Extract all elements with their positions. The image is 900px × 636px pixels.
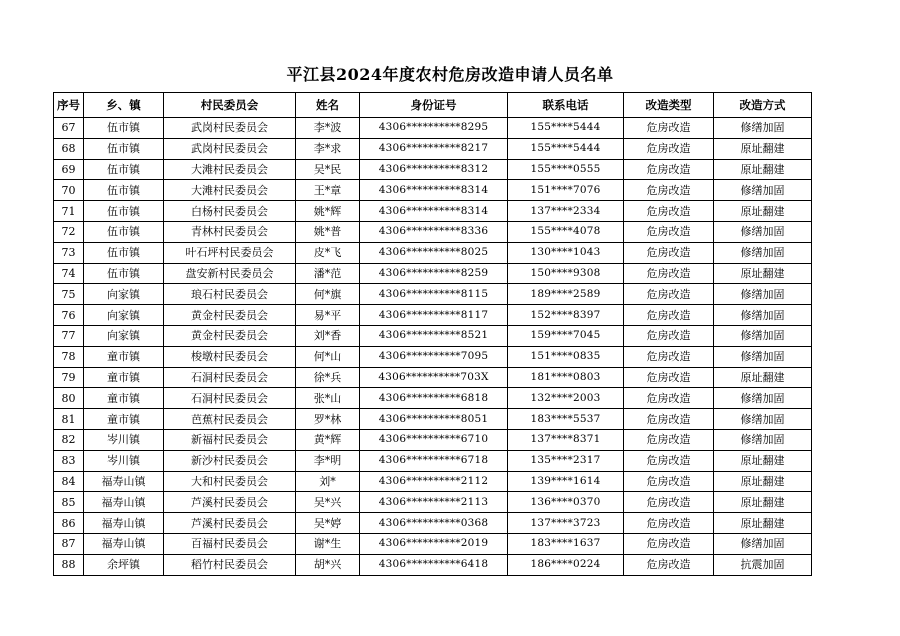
cell-renovation-type: 危房改造: [624, 325, 714, 346]
cell-index: 80: [54, 388, 84, 409]
table-row: [54, 367, 812, 388]
table-row: [54, 554, 812, 575]
cell-village-committee: 新沙村民委员会: [164, 450, 296, 471]
cell-index: 68: [54, 138, 84, 159]
cell-renovation-type: 危房改造: [624, 367, 714, 388]
cell-renovation-method: 修缮加固: [714, 346, 812, 367]
table-row: [54, 450, 812, 471]
cell-name: 徐*兵: [296, 367, 360, 388]
table-row: [54, 388, 812, 409]
cell-id-number: 4306**********8336: [360, 221, 508, 242]
cell-phone: 139****1614: [508, 471, 624, 492]
cell-village-committee: 稻竹村民委员会: [164, 554, 296, 575]
cell-id-number: 4306**********6818: [360, 388, 508, 409]
document-title: 平江县2024年度农村危房改造申请人员名单: [286, 65, 614, 84]
header-index: 序号: [54, 93, 84, 118]
header-phone: 联系电话: [508, 93, 624, 118]
cell-renovation-method: 修缮加固: [714, 533, 812, 554]
table-row: [54, 533, 812, 554]
cell-index: 81: [54, 409, 84, 430]
cell-renovation-method: 修缮加固: [714, 180, 812, 201]
cell-phone: 130****1043: [508, 242, 624, 263]
cell-village-committee: 白杨村民委员会: [164, 201, 296, 222]
cell-index: 84: [54, 471, 84, 492]
cell-renovation-type: 危房改造: [624, 242, 714, 263]
cell-renovation-method: 原址翻建: [714, 138, 812, 159]
cell-renovation-method: 原址翻建: [714, 513, 812, 534]
table-row: [54, 471, 812, 492]
cell-name: 潘*范: [296, 263, 360, 284]
cell-renovation-method: 修缮加固: [714, 118, 812, 139]
table-row: [54, 325, 812, 346]
cell-town: 伍市镇: [84, 118, 164, 139]
cell-village-committee: 梭墩村民委员会: [164, 346, 296, 367]
cell-index: 83: [54, 450, 84, 471]
cell-id-number: 4306**********8117: [360, 305, 508, 326]
cell-renovation-type: 危房改造: [624, 492, 714, 513]
cell-id-number: 4306**********6418: [360, 554, 508, 575]
cell-id-number: 4306**********8312: [360, 159, 508, 180]
cell-phone: 183****1637: [508, 533, 624, 554]
cell-name: 谢*生: [296, 533, 360, 554]
cell-index: 85: [54, 492, 84, 513]
cell-index: 82: [54, 429, 84, 450]
cell-id-number: 4306**********8051: [360, 409, 508, 430]
cell-renovation-method: 原址翻建: [714, 159, 812, 180]
cell-village-committee: 黄金村民委员会: [164, 325, 296, 346]
cell-id-number: 4306**********0368: [360, 513, 508, 534]
cell-renovation-type: 危房改造: [624, 138, 714, 159]
cell-town: 岑川镇: [84, 450, 164, 471]
cell-id-number: 4306**********8314: [360, 180, 508, 201]
cell-name: 李*波: [296, 118, 360, 139]
cell-name: 罗*林: [296, 409, 360, 430]
cell-index: 75: [54, 284, 84, 305]
cell-town: 福寿山镇: [84, 533, 164, 554]
table-row: [54, 159, 812, 180]
cell-phone: 155****0555: [508, 159, 624, 180]
cell-renovation-method: 修缮加固: [714, 388, 812, 409]
table-row: [54, 263, 812, 284]
cell-village-committee: 大滩村民委员会: [164, 159, 296, 180]
cell-town: 童市镇: [84, 409, 164, 430]
cell-renovation-type: 危房改造: [624, 533, 714, 554]
cell-id-number: 4306**********6718: [360, 450, 508, 471]
cell-phone: 151****0835: [508, 346, 624, 367]
cell-renovation-type: 危房改造: [624, 305, 714, 326]
cell-phone: 137****2334: [508, 201, 624, 222]
cell-renovation-type: 危房改造: [624, 201, 714, 222]
cell-id-number: 4306**********7095: [360, 346, 508, 367]
table-row: [54, 138, 812, 159]
cell-phone: 132****2003: [508, 388, 624, 409]
cell-name: 张*山: [296, 388, 360, 409]
cell-renovation-type: 危房改造: [624, 513, 714, 534]
cell-town: 伍市镇: [84, 242, 164, 263]
cell-village-committee: 芦溪村民委员会: [164, 492, 296, 513]
cell-renovation-method: 修缮加固: [714, 429, 812, 450]
header-village-committee: 村民委员会: [164, 93, 296, 118]
cell-index: 88: [54, 554, 84, 575]
table-body: [54, 118, 812, 576]
cell-renovation-type: 危房改造: [624, 388, 714, 409]
cell-village-committee: 叶石坪村民委员会: [164, 242, 296, 263]
cell-town: 伍市镇: [84, 138, 164, 159]
cell-index: 72: [54, 221, 84, 242]
cell-phone: 155****4078: [508, 221, 624, 242]
cell-id-number: 4306**********2112: [360, 471, 508, 492]
cell-village-committee: 百福村民委员会: [164, 533, 296, 554]
table-row: [54, 305, 812, 326]
cell-town: 余坪镇: [84, 554, 164, 575]
cell-phone: 155****5444: [508, 138, 624, 159]
cell-index: 73: [54, 242, 84, 263]
cell-id-number: 4306**********6710: [360, 429, 508, 450]
cell-renovation-type: 危房改造: [624, 346, 714, 367]
cell-index: 67: [54, 118, 84, 139]
cell-phone: 186****0224: [508, 554, 624, 575]
cell-town: 伍市镇: [84, 180, 164, 201]
cell-town: 向家镇: [84, 325, 164, 346]
cell-renovation-type: 危房改造: [624, 429, 714, 450]
cell-name: 黄*辉: [296, 429, 360, 450]
table-row: [54, 284, 812, 305]
table-row: [54, 201, 812, 222]
header-name: 姓名: [296, 93, 360, 118]
cell-phone: 181****0803: [508, 367, 624, 388]
cell-town: 伍市镇: [84, 159, 164, 180]
cell-name: 姚*普: [296, 221, 360, 242]
cell-id-number: 4306**********8025: [360, 242, 508, 263]
cell-renovation-method: 修缮加固: [714, 221, 812, 242]
cell-renovation-type: 危房改造: [624, 263, 714, 284]
cell-id-number: 4306**********8259: [360, 263, 508, 284]
cell-renovation-method: 原址翻建: [714, 367, 812, 388]
cell-village-committee: 盘安新村民委员会: [164, 263, 296, 284]
cell-village-committee: 石洞村民委员会: [164, 388, 296, 409]
cell-renovation-type: 危房改造: [624, 118, 714, 139]
table-row: [54, 118, 812, 139]
header-town: 乡、镇: [84, 93, 164, 118]
cell-id-number: 4306**********8217: [360, 138, 508, 159]
cell-town: 向家镇: [84, 305, 164, 326]
cell-renovation-method: 原址翻建: [714, 450, 812, 471]
table-row: [54, 429, 812, 450]
cell-village-committee: 芦溪村民委员会: [164, 513, 296, 534]
cell-index: 79: [54, 367, 84, 388]
cell-village-committee: 黄金村民委员会: [164, 305, 296, 326]
header-id-number: 身份证号: [360, 93, 508, 118]
cell-village-committee: 琅石村民委员会: [164, 284, 296, 305]
cell-name: 吴*兴: [296, 492, 360, 513]
cell-name: 姚*辉: [296, 201, 360, 222]
cell-town: 福寿山镇: [84, 513, 164, 534]
cell-renovation-method: 修缮加固: [714, 325, 812, 346]
table-header-row: [54, 93, 812, 118]
cell-index: 71: [54, 201, 84, 222]
applicant-table: [53, 92, 812, 576]
cell-id-number: 4306**********2019: [360, 533, 508, 554]
cell-village-committee: 石洞村民委员会: [164, 367, 296, 388]
cell-index: 74: [54, 263, 84, 284]
table-row: [54, 346, 812, 367]
table-row: [54, 513, 812, 534]
cell-name: 王*章: [296, 180, 360, 201]
cell-index: 86: [54, 513, 84, 534]
cell-phone: 189****2589: [508, 284, 624, 305]
cell-phone: 136****0370: [508, 492, 624, 513]
cell-index: 77: [54, 325, 84, 346]
cell-name: 刘*: [296, 471, 360, 492]
cell-name: 胡*兴: [296, 554, 360, 575]
cell-renovation-method: 抗震加固: [714, 554, 812, 575]
cell-name: 皮*飞: [296, 242, 360, 263]
cell-renovation-type: 危房改造: [624, 284, 714, 305]
cell-renovation-type: 危房改造: [624, 159, 714, 180]
cell-town: 童市镇: [84, 367, 164, 388]
cell-name: 李*求: [296, 138, 360, 159]
cell-name: 吴*民: [296, 159, 360, 180]
cell-town: 向家镇: [84, 284, 164, 305]
cell-renovation-method: 修缮加固: [714, 284, 812, 305]
table-row: [54, 180, 812, 201]
cell-town: 福寿山镇: [84, 492, 164, 513]
cell-town: 童市镇: [84, 388, 164, 409]
cell-renovation-method: 原址翻建: [714, 492, 812, 513]
cell-renovation-method: 原址翻建: [714, 263, 812, 284]
cell-town: 福寿山镇: [84, 471, 164, 492]
cell-index: 78: [54, 346, 84, 367]
cell-index: 76: [54, 305, 84, 326]
cell-index: 87: [54, 533, 84, 554]
cell-phone: 152****8397: [508, 305, 624, 326]
cell-village-committee: 大滩村民委员会: [164, 180, 296, 201]
cell-id-number: 4306**********2113: [360, 492, 508, 513]
cell-id-number: 4306**********8115: [360, 284, 508, 305]
cell-index: 70: [54, 180, 84, 201]
cell-renovation-method: 修缮加固: [714, 305, 812, 326]
table-row: [54, 409, 812, 430]
cell-town: 伍市镇: [84, 201, 164, 222]
cell-name: 易*平: [296, 305, 360, 326]
cell-phone: 151****7076: [508, 180, 624, 201]
cell-town: 伍市镇: [84, 263, 164, 284]
cell-renovation-type: 危房改造: [624, 554, 714, 575]
cell-village-committee: 武岗村民委员会: [164, 138, 296, 159]
cell-town: 伍市镇: [84, 221, 164, 242]
cell-name: 何*山: [296, 346, 360, 367]
cell-renovation-type: 危房改造: [624, 450, 714, 471]
cell-renovation-type: 危房改造: [624, 409, 714, 430]
cell-name: 何*旗: [296, 284, 360, 305]
cell-renovation-method: 原址翻建: [714, 201, 812, 222]
table-row: [54, 221, 812, 242]
table-row: [54, 242, 812, 263]
cell-name: 刘*香: [296, 325, 360, 346]
cell-phone: 135****2317: [508, 450, 624, 471]
cell-renovation-type: 危房改造: [624, 180, 714, 201]
header-renovation-type: 改造类型: [624, 93, 714, 118]
cell-phone: 137****8371: [508, 429, 624, 450]
cell-renovation-method: 原址翻建: [714, 471, 812, 492]
cell-phone: 183****5537: [508, 409, 624, 430]
cell-town: 岑川镇: [84, 429, 164, 450]
cell-village-committee: 芭蕉村民委员会: [164, 409, 296, 430]
cell-village-committee: 大和村民委员会: [164, 471, 296, 492]
cell-id-number: 4306**********703X: [360, 367, 508, 388]
cell-village-committee: 新福村民委员会: [164, 429, 296, 450]
cell-id-number: 4306**********8314: [360, 201, 508, 222]
cell-renovation-method: 修缮加固: [714, 409, 812, 430]
cell-phone: 159****7045: [508, 325, 624, 346]
table-row: [54, 492, 812, 513]
cell-town: 童市镇: [84, 346, 164, 367]
cell-id-number: 4306**********8521: [360, 325, 508, 346]
cell-renovation-type: 危房改造: [624, 471, 714, 492]
cell-phone: 137****3723: [508, 513, 624, 534]
cell-village-committee: 武岗村民委员会: [164, 118, 296, 139]
cell-id-number: 4306**********8295: [360, 118, 508, 139]
cell-phone: 155****5444: [508, 118, 624, 139]
cell-renovation-method: 修缮加固: [714, 242, 812, 263]
cell-name: 吴*婷: [296, 513, 360, 534]
header-renovation-method: 改造方式: [714, 93, 812, 118]
cell-name: 李*明: [296, 450, 360, 471]
cell-index: 69: [54, 159, 84, 180]
cell-village-committee: 青林村民委员会: [164, 221, 296, 242]
cell-renovation-type: 危房改造: [624, 221, 714, 242]
cell-phone: 150****9308: [508, 263, 624, 284]
